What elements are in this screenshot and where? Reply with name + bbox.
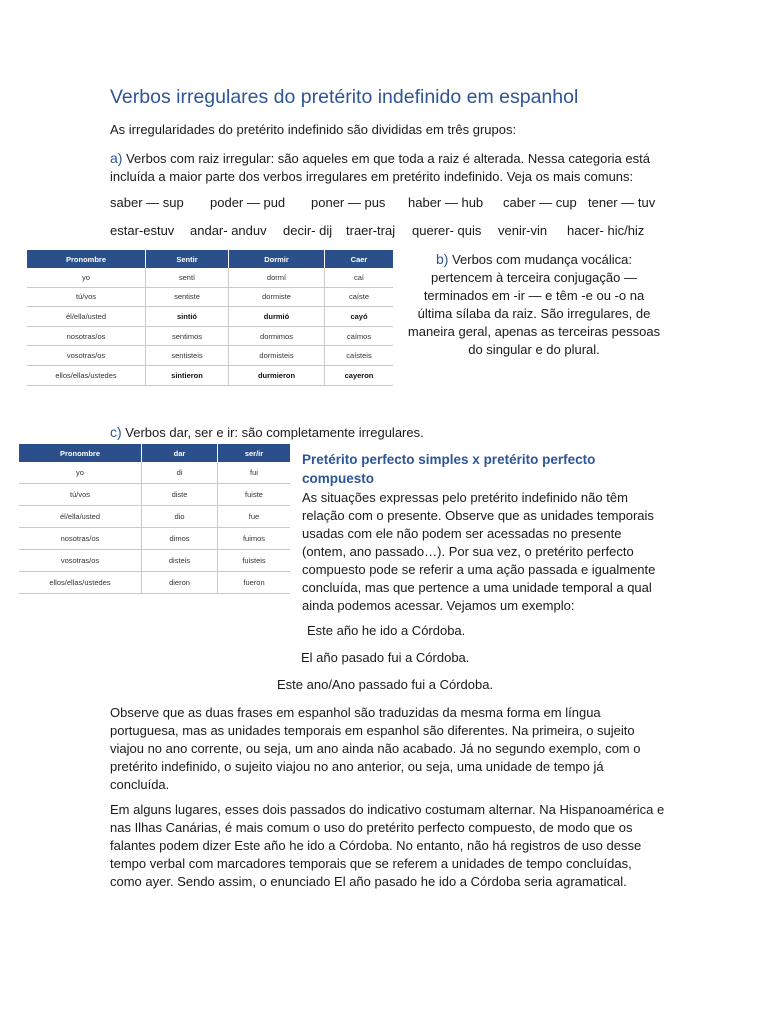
table-header: Sentir [146,250,229,268]
table-cell: fuisteis [218,550,291,572]
verb-item: hacer- hic/hiz [567,223,645,238]
group-b-marker: b) [435,251,449,267]
table-row [27,365,393,385]
paragraph-line: portuguesa, mas as unidades temporais em espanhol são diferentes. Na primeira, o sujeito [110,723,635,738]
section-perfecto [302,450,662,615]
table-cell: tú/vos [27,287,146,307]
table-row [27,307,393,327]
paragraph-line: Observe que as duas frases em espanhol são traduzidas da mesma forma em língua [110,705,601,720]
verb-item: estar-estuv [110,223,175,238]
table-row [27,346,393,366]
table-cell: cayeron [325,365,394,385]
table-cell: ellos/ellas/ustedes [27,365,146,385]
table-cell: sentimos [146,326,229,346]
table-header-row [19,444,290,462]
paragraph-line: tempo verbal com marcadores temporais que se referem a unidades de tempo concluídas, [110,856,632,871]
table-row [27,268,393,287]
table-cell: nosotras/os [19,528,142,550]
table-cell: yo [19,462,142,484]
table-header: Pronombre [27,250,146,268]
verb-item: poner — pus [311,195,386,210]
verb-row-2 [110,223,644,238]
paragraph-line: Em alguns lugares, esses dois passados do indicativo costumam alternar. Na Hispanoamérica e [110,802,665,817]
table-cell: caímos [325,326,394,346]
table-header: dar [142,444,218,462]
table-cell: dormiste [229,287,325,307]
group-a-marker: a) [110,150,123,166]
group-c [110,423,424,442]
paragraph-1 [110,704,640,794]
section-text-line: concluída, mas que pertence a uma unidade temporal a qual [302,580,652,595]
table-dar-ser-ir [19,444,290,594]
table-cell: fui [218,462,291,484]
section-title-line1: Pretérito perfecto simples x pretérito perfecto [302,452,596,467]
group-a [110,149,670,186]
intro-text: As irregularidades do pretérito indefinido são divididas em três grupos: [110,122,517,137]
table-cell: vosotras/os [19,550,142,572]
table-header: Caer [325,250,394,268]
table-cell: durmieron [229,365,325,385]
table-row [19,572,290,594]
paragraph-2 [110,801,664,891]
table-row [19,528,290,550]
table-cell: dieron [142,572,218,594]
table-cell: fuiste [218,484,291,506]
table-row [27,326,393,346]
table-cell: él/ella/usted [27,307,146,327]
table-cell: caí [325,268,394,287]
group-b [405,250,663,359]
group-b-line1: Verbos com mudança vocálica: [452,252,632,267]
verb-item: venir-vin [498,223,548,238]
table-cell: fueron [218,572,291,594]
group-a-line2: incluída a maior parte dos verbos irregulares em pretérito indefinido. Veja os mais comuns: [110,169,634,184]
verb-item: haber — hub [408,195,484,210]
table-cell: sentisteis [146,346,229,366]
group-a-line1: Verbos com raiz irregular: são aqueles em que toda a raiz é alterada. Nessa categoria está [126,151,650,166]
table-row [19,462,290,484]
paragraph-line: viajou no ano corrente, ou seja, um ano ainda não acabado. Já no segundo exemplo, com o [110,741,641,756]
section-text-line: compuesto pode se referir a uma ação passada e igualmente [302,562,656,577]
table-cell: él/ella/usted [19,506,142,528]
paragraph-line: falantes podem dizer Este año he ido a Córdoba. No entanto, não há registros de uso desse [110,838,642,853]
table-cell: dormisteis [229,346,325,366]
table-cell: ellos/ellas/ustedes [19,572,142,594]
group-b-line5: maneira geral, apenas as terceiras pessoas [407,324,661,339]
table-header: ser/ir [218,444,291,462]
table-header-row [27,250,393,268]
example-1: Este año he ido a Córdoba. [307,623,466,638]
verb-row-1 [110,195,655,210]
verb-item: tener — tuv [588,195,656,210]
verb-item: decir- dij [283,223,333,238]
table-cell: vosotras/os [27,346,146,366]
table-cell: dormimos [229,326,325,346]
table-cell: fue [218,506,291,528]
table-sentir-dormir-caer [27,250,393,386]
table-cell: nosotras/os [27,326,146,346]
table-cell: sentiste [146,287,229,307]
table-cell: sintieron [146,365,229,385]
table-cell: durmió [229,307,325,327]
table-cell: tú/vos [19,484,142,506]
table-cell: caíste [325,287,394,307]
verb-item: caber — cup [503,195,577,210]
table-cell: dormí [229,268,325,287]
table-header: Pronombre [19,444,142,462]
table-cell: cayó [325,307,394,327]
table-cell: sentí [146,268,229,287]
table-cell: dimos [142,528,218,550]
paragraph-line: nas Ilhas Canárias, é mais comum o uso do pretérito perfecto compuesto, de modo que os [110,820,633,835]
table-row [19,506,290,528]
section-text-line: (ontem, ano passado…). Por sua vez, o pretérito perfecto [302,544,634,559]
table-cell: diste [142,484,218,506]
section-title-line2: compuesto [302,471,375,486]
table-cell: disteis [142,550,218,572]
section-text-line: ainda podemos acessar. Vejamos um exemplo: [302,598,575,613]
paragraph-line: como ayer. Sendo assim, o enunciado El año pasado he ido a Córdoba seria agramatical. [110,874,627,889]
table-cell: sintió [146,307,229,327]
table-row [19,550,290,572]
verb-item: poder — pud [210,195,286,210]
example-2: El año pasado fui a Córdoba. [301,650,470,665]
group-b-line3: terminados em -ir — e têm -e ou -o na [423,288,645,303]
verb-item: saber — sup [110,195,184,210]
table-cell: yo [27,268,146,287]
verb-item: traer-traj [346,223,396,238]
table-row [27,287,393,307]
group-b-line6: do singular e do plural. [468,342,600,357]
table-cell: dio [142,506,218,528]
group-c-text: Verbos dar, ser e ir: são completamente irregulares. [125,425,424,440]
table-row [19,484,290,506]
table-cell: caísteis [325,346,394,366]
section-text-line: usadas com ele não podem ser acessadas no presente [302,526,622,541]
section-text-line: relação com o presente. Observe que as unidades temporais [302,508,654,523]
table-header: Dormir [229,250,325,268]
verb-item: andar- anduv [190,223,267,238]
section-text-line: As situações expressas pelo pretérito indefinido não têm [302,490,628,505]
group-c-marker: c) [110,424,122,440]
paragraph-line: concluída. [110,777,170,792]
page-title: Verbos irregulares do pretérito indefinido em espanhol [110,86,579,108]
table-cell: di [142,462,218,484]
paragraph-line: pretérito indefinido, o sujeito viajou no ano anterior, ou seja, uma unidade de tempo já [110,759,604,774]
example-3: Este ano/Ano passado fui a Córdoba. [277,677,494,692]
table-cell: fuimos [218,528,291,550]
group-b-line4: última sílaba da raiz. São irregulares, de [417,306,651,321]
group-b-line2: pertencem à terceira conjugação — [431,270,637,285]
verb-item: querer- quis [412,223,482,238]
